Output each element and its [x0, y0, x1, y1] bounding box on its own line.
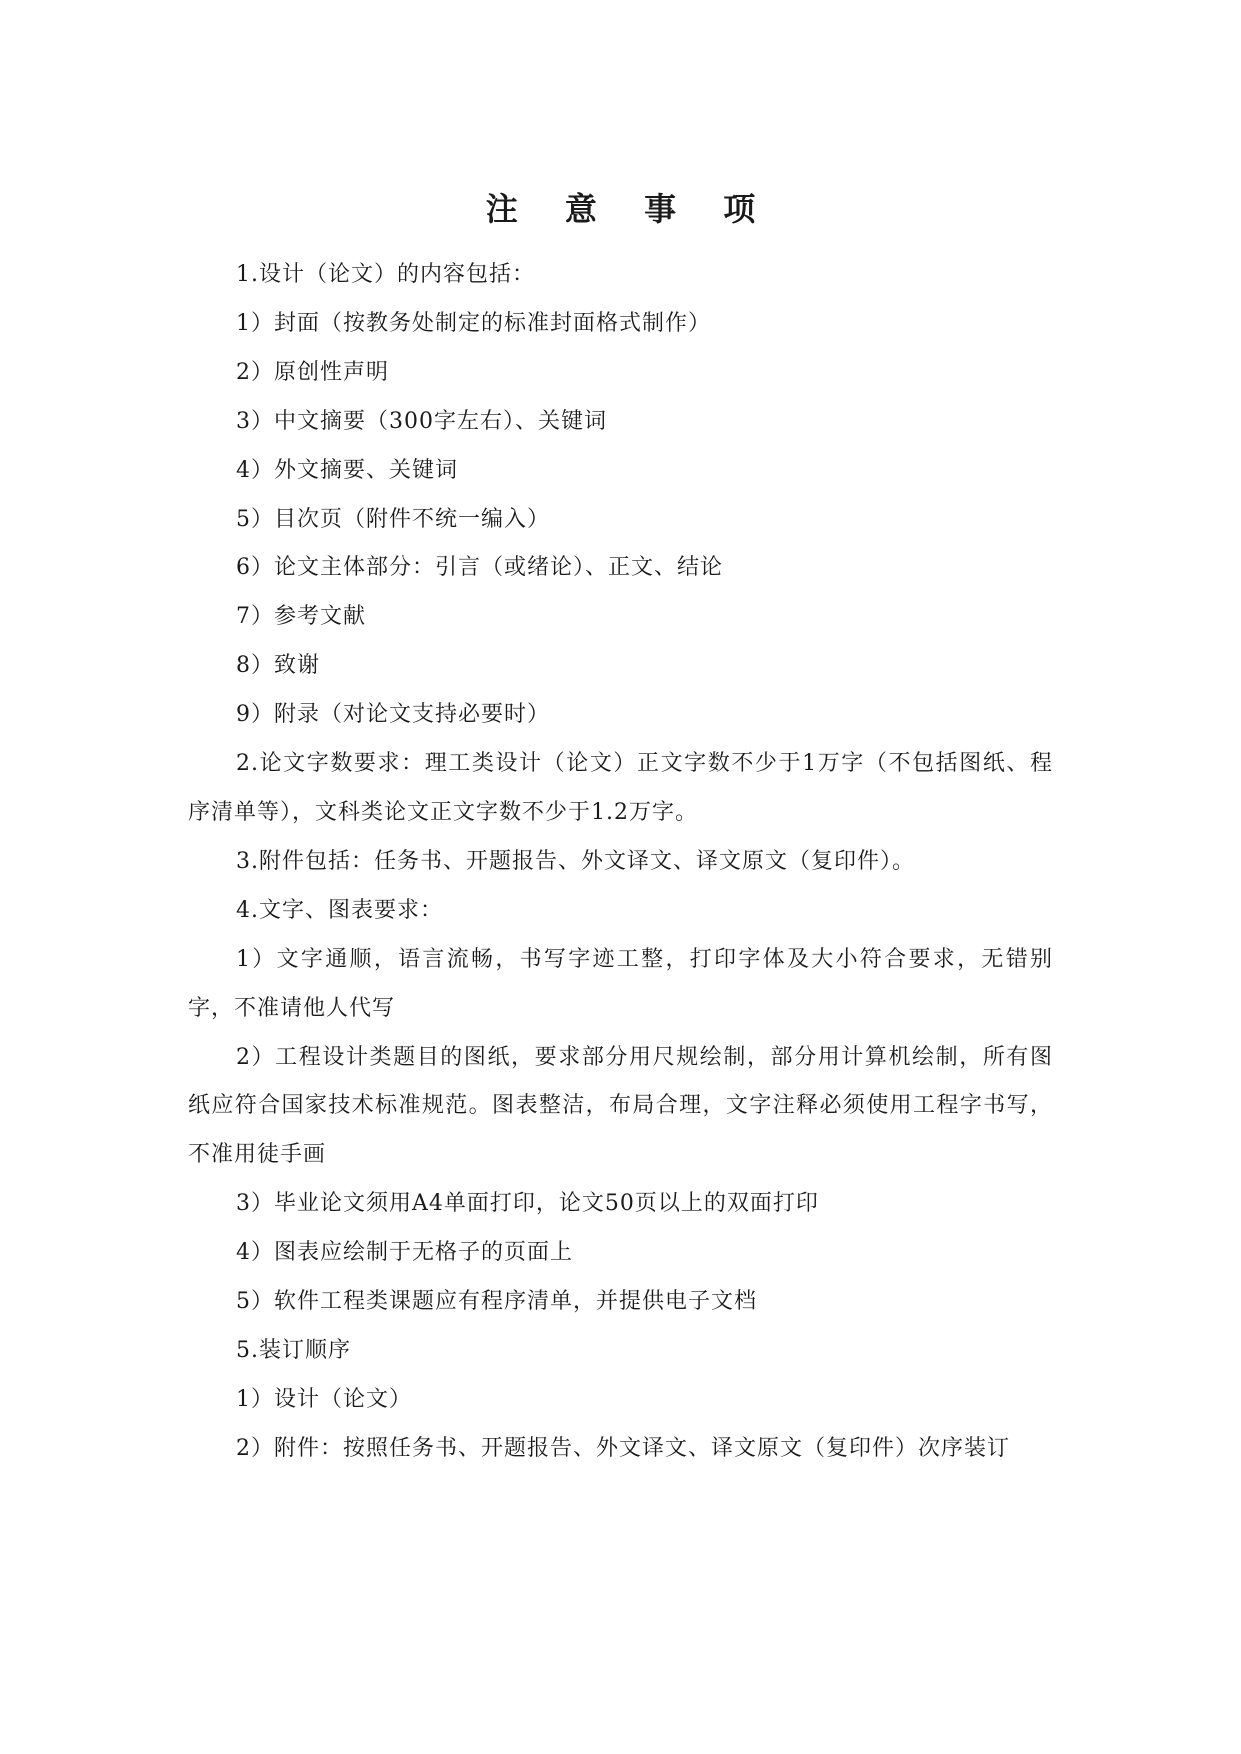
list-item-foreign-abstract: 4）外文摘要、关键词: [236, 457, 458, 483]
list-item-binding-thesis: 1）设计（论文）: [236, 1386, 412, 1412]
list-item-binding-attachments: 2）附件：按照任务书、开题报告、外文译文、译文原文（复印件）次序装订: [236, 1435, 1010, 1461]
list-item-contents: 5）目次页（附件不统一编入）: [236, 506, 550, 532]
list-item-drawing-requirements: 2）工程设计类题目的图纸，要求部分用尺规绘制，部分用计算机绘制，所有图纸应符合国家技术标准规范。图表整洁，布局合理，文字注释必须使用工程字书写，不准用徒手画: [188, 1044, 1053, 1168]
page-title: 注 意 事 项: [485, 190, 774, 228]
notice-body: [188, 251, 1053, 1474]
section-1-heading: 1.设计（论文）的内容包括：: [236, 262, 535, 287]
section-5-heading: 5.装订顺序: [236, 1337, 351, 1363]
list-item-text-requirements: 1）文字通顺，语言流畅，书写字迹工整，打印字体及大小符合要求，无错别字，不准请他人代写: [188, 946, 1053, 1021]
list-item-appendix: 9）附录（对论文支持必要时）: [236, 702, 550, 728]
list-item-acknowledgements: 8）致谢: [236, 653, 320, 679]
list-item-main-body: 6）论文主体部分：引言（或绪论）、正文、结论: [236, 555, 723, 581]
list-item-printing: 3）毕业论文须用A4单面打印，论文50页以上的双面打印: [236, 1191, 819, 1217]
list-item-chinese-abstract: 3）中文摘要（300字左右）、关键词: [236, 408, 607, 434]
section-4-heading: 4.文字、图表要求：: [236, 897, 443, 923]
list-item-software: 5）软件工程类课题应有程序清单，并提供电子文档: [236, 1289, 757, 1315]
section-3-attachments: 3.附件包括：任务书、开题报告、外文译文、译文原文（复印件）。: [236, 848, 915, 874]
list-item-cover: 1）封面（按教务处制定的标准封面格式制作）: [236, 310, 711, 336]
list-item-originality: 2）原创性声明: [236, 359, 389, 385]
list-item-chart-paper: 4）图表应绘制于无格子的页面上: [236, 1240, 573, 1266]
list-item-references: 7）参考文献: [236, 604, 366, 630]
section-2-word-count: 2.论文字数要求：理工类设计（论文）正文字数不少于1万字（不包括图纸、程序清单等），文科类论文正文字数不少于1.2万字。: [188, 751, 1053, 825]
